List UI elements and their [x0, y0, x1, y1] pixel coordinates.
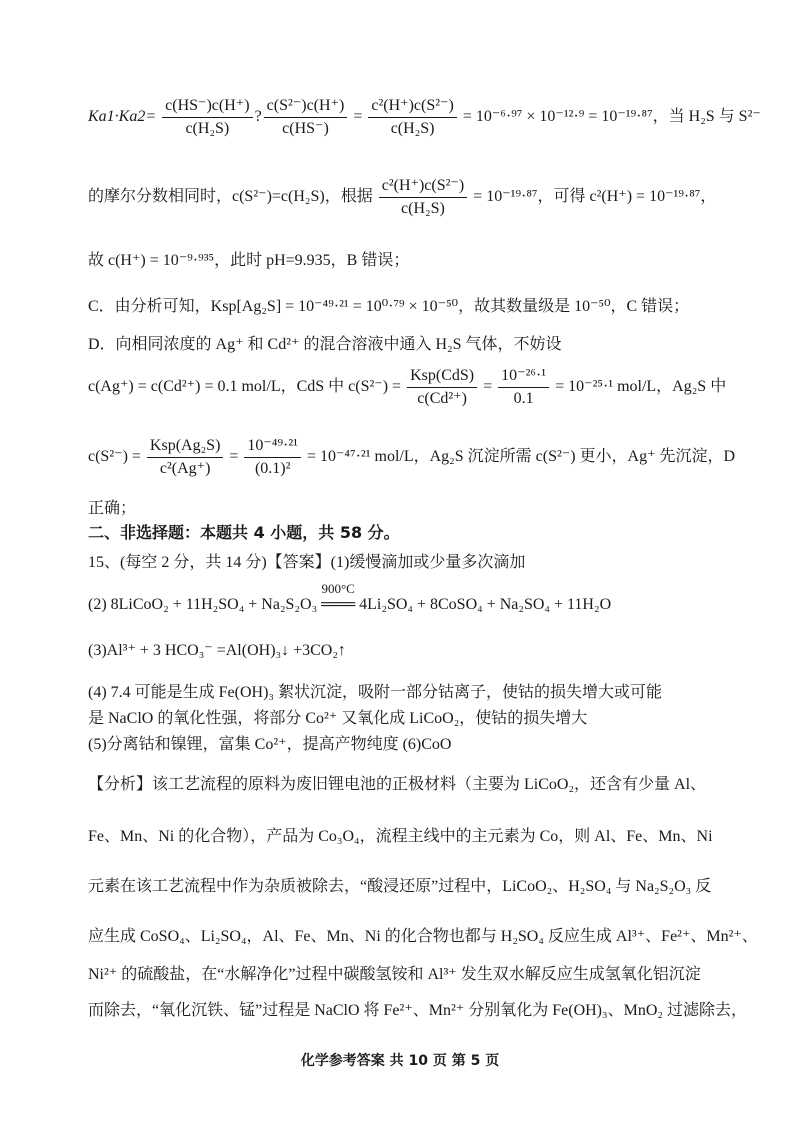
option-d: D．向相同浓度的 Ag⁺ 和 Cd²⁺ 的混合溶液中通入 H₂S 气体，不妨设: [88, 336, 562, 353]
q15-answer: 15、(每空 2 分，共 14 分)【答案】(1)缓慢滴加或少量多次滴加: [88, 554, 526, 571]
analysis-1: 【分析】该工艺流程的原料为废旧锂电池的正极材料（主要为 LiCoO₂，还含有少量 Al、: [88, 776, 707, 793]
q15-2-equation: (2) 8LiCoO₂ + 11H₂SO₄ + Na₂S₂O₃ 900°C ═══ 4Li₂SO₄ + 8CoSO₄ + Na₂SO₄ + 11H₂O: [88, 594, 611, 616]
fraction-ka1: $\frac{c(HS^-)c(H^+)}{\text{c(H₂S)}}$: [162, 96, 252, 139]
mole-fraction-line: 的摩尔分数相同时，c(S²⁻)=c(H₂S)，根据 $\frac{\text{c²(H⁺)c(S²⁻)}}{\text{c(H₂S)}}$ = 10⁻¹⁹·⁸⁷，可得 c²(H⁺) = 10⁻¹⁹·⁸⁷，: [88, 177, 717, 217]
fraction-ka2: $\frac{\text{c(S²⁻)c(H⁺)}}{c(HS^-)}$: [264, 96, 348, 139]
analysis-4: 应生成 CoSO₄、Li₂SO₄，Al、Fe、Mn、Ni 的化合物也都与 H₂SO₄ 反应生成 Al³⁺、Fe²⁺、Mn²⁺、: [88, 928, 758, 945]
fraction-l2: $\frac{\text{c²(H⁺)c(S²⁻)}}{\text{c(H₂S)}}$: [379, 176, 467, 219]
analysis-6: 而除去，“氧化沉铁、锰”过程是 NaClO 将 Fe²⁺、Mn²⁺ 分别氧化为 Fe(OH)₃、MnO₂ 过滤除去，: [88, 1002, 747, 1019]
ph-line: 故 c(H⁺) = 10⁻⁹·⁹³⁵，此时 pH=9.935，B 错误；: [88, 252, 410, 269]
q15-3: (3)Al³⁺ + 3 HCO₃⁻ =Al(OH)₃↓ +3CO₂↑: [88, 642, 346, 659]
correct-line: 正确；: [88, 500, 137, 517]
fraction-cds-value: $\frac{\text{10⁻²⁶·¹}}{0.1}$: [498, 366, 549, 409]
fraction-ag2s-value: $\frac{\text{10⁻⁴⁹·²¹}}{\text{(0.1)²}}$: [244, 436, 301, 479]
section-title: 二、非选择题：本题共 4 小题，共 58 分。: [88, 523, 400, 542]
analysis-3: 元素在该工艺流程中作为杂质被除去，“酸浸还原”过程中，LiCoO₂、H₂SO₄ 与 Na₂S₂O₃ 反: [88, 878, 712, 895]
cds-line: c(Ag⁺) = c(Cd²⁺) = 0.1 mol/L，CdS 中 c(S²⁻) = $\frac{\text{Ksp(CdS)}}{\text{c(Cd²⁺)}}$ = $\frac{\text{10⁻²⁶·¹}}{0.1}$ = 10⁻²⁵·¹ mol/L，Ag₂S 中: [88, 367, 727, 407]
fraction-ksp-cds: $\frac{\text{Ksp(CdS)}}{\text{c(Cd²⁺)}}$: [407, 366, 477, 409]
ka-product-equation: Ka1·Ka2= $\frac{c(HS^-)c(H^+)}{\text{c(H₂S)}}$ ? $\frac{\text{c(S²⁻)c(H⁺)}}{c(HS^-)}$ = $\frac{\text{c²(H⁺)c(S²⁻)}}{\text{c(H₂S)}}$ = 10⁻⁶·⁹⁷ × 10⁻¹²·⁹ = 10⁻¹⁹·⁸⁷，当 H₂S 与 S²⁻: [88, 97, 761, 137]
ka-label: Ka1·Ka2=: [88, 108, 157, 126]
ka-result: = 10⁻⁶·⁹⁷ × 10⁻¹²·⁹ = 10⁻¹⁹·⁸⁷: [462, 108, 653, 126]
q15-4a: (4) 7.4 可能是生成 Fe(OH)₃ 絮状沉淀，吸附一部分钴离子，使钴的损失增大或可能: [88, 684, 663, 701]
analysis-5: Ni²⁺ 的硫酸盐，在“水解净化”过程中碳酸氢铵和 Al³⁺ 发生双水解反应生成氢氧化铝沉淀: [88, 966, 701, 983]
ag2s-line: c(S²⁻) = $\frac{\text{Ksp(Ag₂S)}}{\text{c²(Ag⁺)}}$ = $\frac{\text{10⁻⁴⁹·²¹}}{\text{(0.1)²}}$ = 10⁻⁴⁷·²¹ mol/L，Ag₂S 沉淀所需 c(S²⁻) 更小，Ag⁺ 先沉淀，D: [88, 437, 736, 477]
q15-4b: 是 NaClO 的氧化性强，将部分 Co²⁺ 又氧化成 LiCoO₂，使钴的损失增大: [88, 710, 588, 727]
fraction-combined: $\frac{\text{c²(H⁺)c(S²⁻)}}{\text{c(H₂S)}}$: [368, 96, 456, 139]
fraction-ksp-ag2s: $\frac{\text{Ksp(Ag₂S)}}{\text{c²(Ag⁺)}}$: [147, 436, 223, 479]
q15-5: (5)分离钴和镍锂，富集 Co²⁺，提高产物纯度 (6)CoO: [88, 736, 452, 753]
analysis-2: Fe、Mn、Ni 的化合物），产品为 Co₃O₄，流程主线中的主元素为 Co，则 Al、Fe、Mn、Ni: [88, 828, 713, 845]
reaction-condition: 900°C ═══: [321, 581, 356, 613]
page-footer: 化学参考答案 共 10 页 第 5 页: [300, 1053, 500, 1069]
option-c: C．由分析可知，Ksp[Ag₂S] = 10⁻⁴⁹·²¹ = 10⁰·⁷⁹ × 10⁻⁵⁰，故其数量级是 10⁻⁵⁰，C 错误；: [88, 298, 690, 315]
